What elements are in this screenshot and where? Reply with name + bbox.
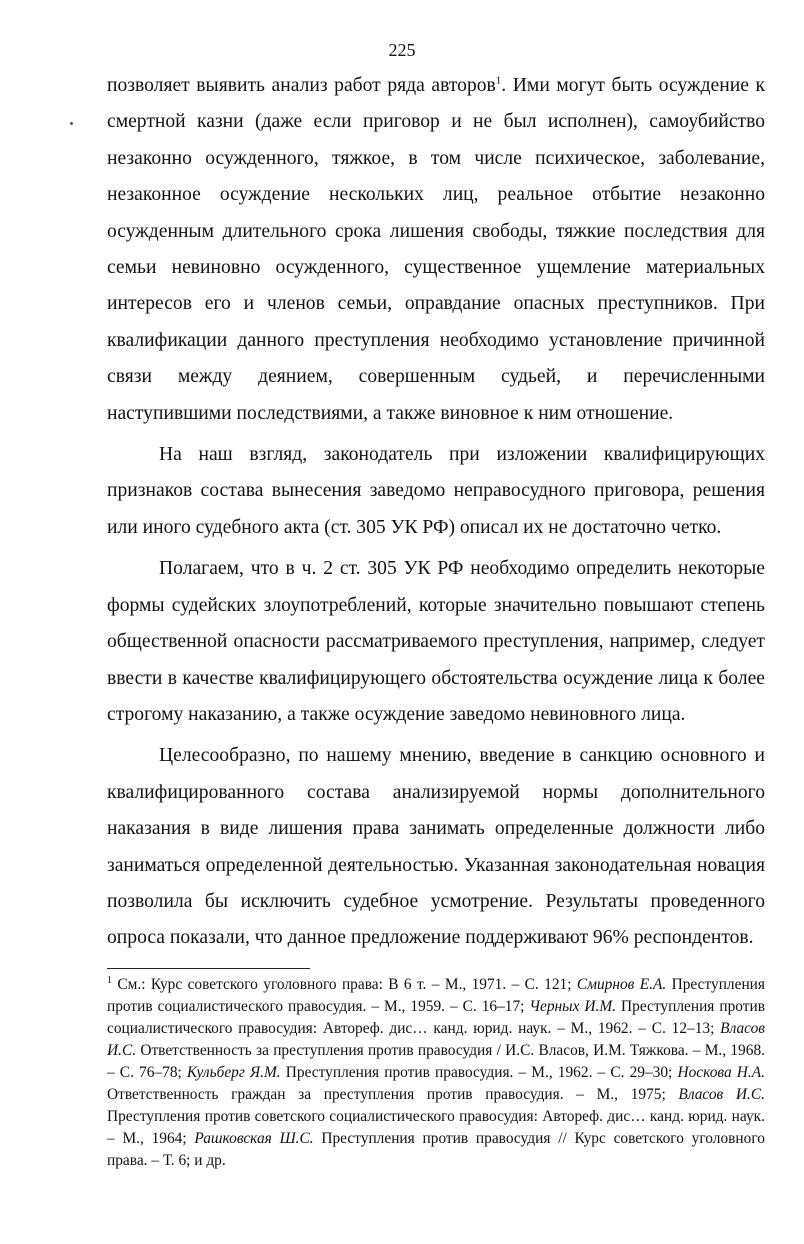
footnote-author: Власов И.С. [107,1020,765,1059]
footnote-marker: 1 [107,974,112,986]
paragraph-2: На наш взгляд, законодатель при изложении квалифицирующих признаков состава вынесения заведомо неправосудного приговора, решения или иного судебного акта (ст. 305 УК РФ) описал их не достаточно четко. [107,444,765,538]
footnote-author: Черных И.М. [529,998,617,1015]
paragraph-1-text: позволяет выявить анализ работ ряда авторов [107,75,496,96]
footnote-text: Преступления против социалистического правосудия: Автореф. дис… канд. юрид. наук. – М., 1962. – С. 12–13; [107,998,766,1037]
paragraph-1 [107,68,765,432]
paragraph-4: Целесообразно, по нашему мнению, введение в санкцию основного и квалифицированного состава анализируемой нормы дополнительного наказания в виде лишения права занимать определенные должности либо заниматься определенной деятельностью. Указанная законодательная новация позволила бы исключить судебное усмотрение. Результаты проведенного опроса показали, что данное предложение поддерживают 96% респондентов. [107,745,765,949]
footnote-author: Кульберг Я.М. [186,1064,281,1081]
footnote-text: Ответственность граждан за преступления против правосудия. – М., 1975; [107,1086,679,1103]
body-text [107,68,765,957]
footnote-author: Носкова Н.А. [677,1064,766,1081]
footnote [107,974,765,1172]
footnote-text: Преступления против советского социалистического правосудия: Автореф. дис… канд. юрид. наук. – М., 1964; [107,1108,765,1147]
paragraph-3: Полагаем, что в ч. 2 ст. 305 УК РФ необходимо определить некоторые формы судейских злоупотреблений, которые значительно повышают степень общественной опасности рассматриваемого преступления, например, следует ввести в качестве квалифицирующего обстоятельства осуждение лица к более строгому наказанию, а также осуждение заведомо невиновного лица. [107,558,765,725]
footnote-text: Преступления против правосудия. – М., 1962. – С. 29–30; [280,1064,678,1081]
footnote-text: См.: Курс советского уголовного права: В 6 т. – М., 1971. – С. 121; [112,976,577,993]
page-number: 225 [388,40,416,60]
footnote-author: Смирнов Е.А. [576,976,667,993]
scan-mark [70,122,73,125]
footnote-content [107,976,765,1169]
footnote-text: Преступления против правосудия // Курс советского уголовного права. – Т. 6; и др. [107,1130,765,1169]
footnote-text: Преступления против социалистического правосудия. – М., 1959. – С. 16–17; [107,976,765,1015]
footnote-author: Рашковская Ш.С. [194,1130,314,1147]
footnote-divider [107,968,310,969]
footnote-text: Ответственность за преступления против правосудия / И.С. Власов, И.М. Тяжкова. – М., 1968. – С. 76–78; [107,1042,765,1081]
footnote-reference[interactable]: 1 [495,74,502,87]
footnote-author: Власов И.С. [678,1086,765,1103]
paragraph-1-text-after: . Ими могут быть осуждение к смертной казни (даже если приговор и не был исполнен), самоубийство незаконно осужденного, тяжкое, в том числе психическое, заболевание, незаконное осуждение нескольких лиц, реальное отбытие незаконно осужденным длительного срока лишения свободы, тяжкие последствия для семьи невиновно осужденного, существенное ущемление материальных интересов его и членов семьи, оправдание опасных преступников. При квалификации данного преступления необходимо установление причинной связи между деянием, совершенным судьей, и перечисленными наступившими последствиями, а также виновное к ним отношение. [107,75,765,424]
